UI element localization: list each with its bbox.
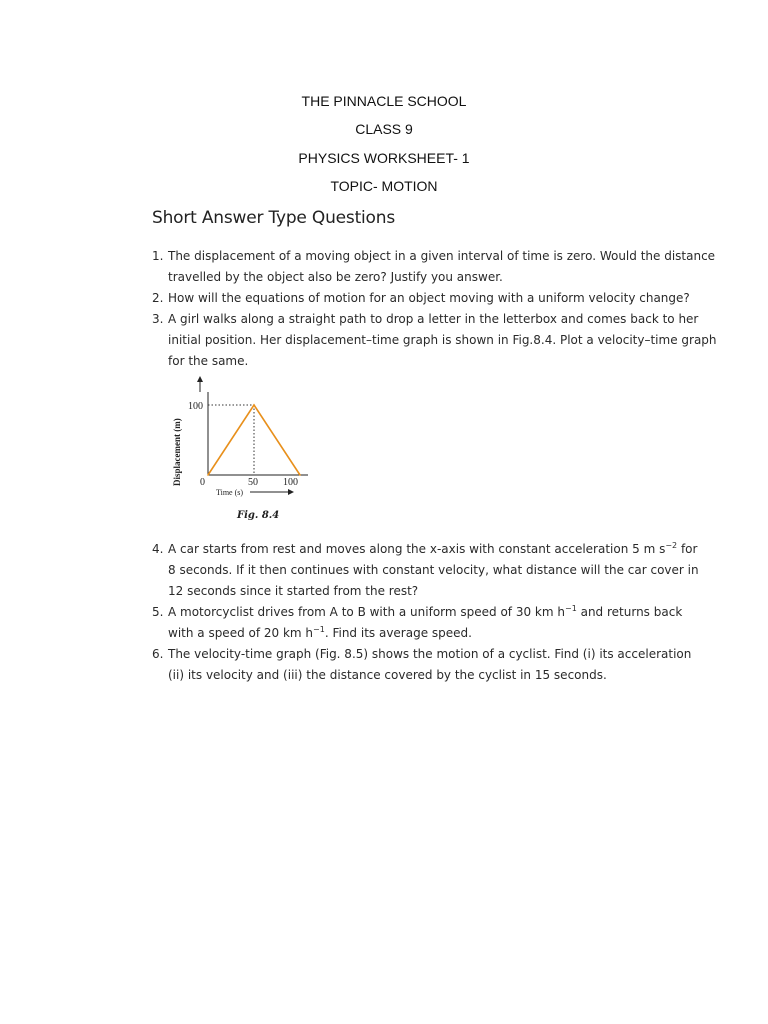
question-number: 4. [152, 542, 164, 556]
x-tick-label: 0 [200, 477, 205, 488]
data-point [207, 474, 209, 476]
x-tick-label: 100 [283, 477, 298, 488]
question-text: A motorcyclist drives from A to B with a uniform speed of 30 km h [168, 605, 565, 619]
question-line: (ii) its velocity and (iii) the distance covered by the cyclist in 15 seconds. [168, 668, 607, 682]
question-text: and returns back [576, 605, 683, 619]
question-line: initial position. Her displacement–time graph is shown in Fig.8.4. Plot a velocity–time graph [168, 333, 717, 347]
question-line: travelled by the object also be zero? Justify you answer. [168, 270, 503, 284]
worksheet-title: PHYSICS WORKSHEET- 1 [298, 150, 470, 166]
displacement-time-graph [166, 372, 326, 507]
question-3 [152, 309, 717, 372]
y-axis-arrowhead [197, 376, 203, 382]
question-5 [152, 602, 712, 644]
question-text: with a speed of 20 km h [168, 626, 314, 640]
displacement-time-figure [166, 372, 326, 527]
question-text: A car starts from rest and moves along the x-axis with constant acceleration 5 m s [168, 542, 666, 556]
question-line [152, 539, 712, 560]
x-tick-label: 50 [248, 477, 258, 488]
school-name: THE PINNACLE SCHOOL [301, 93, 467, 109]
question-line: The displacement of a moving object in a given interval of time is zero. Would the distance [168, 249, 716, 263]
question-line: The velocity-time graph (Fig. 8.5) shows the motion of a cyclist. Find (i) its acceleration [168, 647, 692, 661]
question-line [152, 602, 712, 623]
question-line [152, 623, 712, 644]
question-number: 2. [152, 291, 164, 305]
data-point [299, 474, 301, 476]
question-number: 1. [152, 249, 164, 263]
section-title: Short Answer Type Questions [152, 208, 395, 228]
unit-exponent: −1 [313, 625, 325, 634]
figure-caption: Fig. 8.4 [237, 510, 280, 521]
topic-label: TOPIC- MOTION [330, 178, 438, 194]
question-line: A girl walks along a straight path to drop a letter in the letterbox and comes back to her [168, 312, 699, 326]
y-tick-label: 100 [188, 401, 203, 412]
question-2 [152, 288, 712, 309]
x-label-arrowhead [288, 489, 294, 495]
unit-exponent: −1 [564, 604, 577, 613]
question-number: 5. [152, 605, 164, 619]
question-line: How will the equations of motion for an object moving with a uniform velocity change? [168, 291, 690, 305]
question-text: for [677, 542, 698, 556]
question-number: 6. [152, 647, 164, 661]
question-line: for the same. [168, 354, 249, 368]
question-line: 8 seconds. If it then continues with constant velocity, what distance will the car cover in [168, 563, 699, 577]
question-1 [152, 246, 716, 288]
question-6 [152, 644, 712, 686]
x-axis-label: Time (s) [216, 488, 244, 497]
question-line: 12 seconds since it started from the rest? [168, 584, 419, 598]
data-point [253, 404, 255, 406]
question-4 [152, 539, 712, 602]
class-label: CLASS 9 [355, 121, 413, 137]
y-axis-label: Displacement (m) [172, 418, 182, 486]
question-number: 3. [152, 312, 164, 326]
unit-exponent: −2 [665, 541, 678, 550]
question-text: . Find its average speed. [324, 626, 472, 640]
